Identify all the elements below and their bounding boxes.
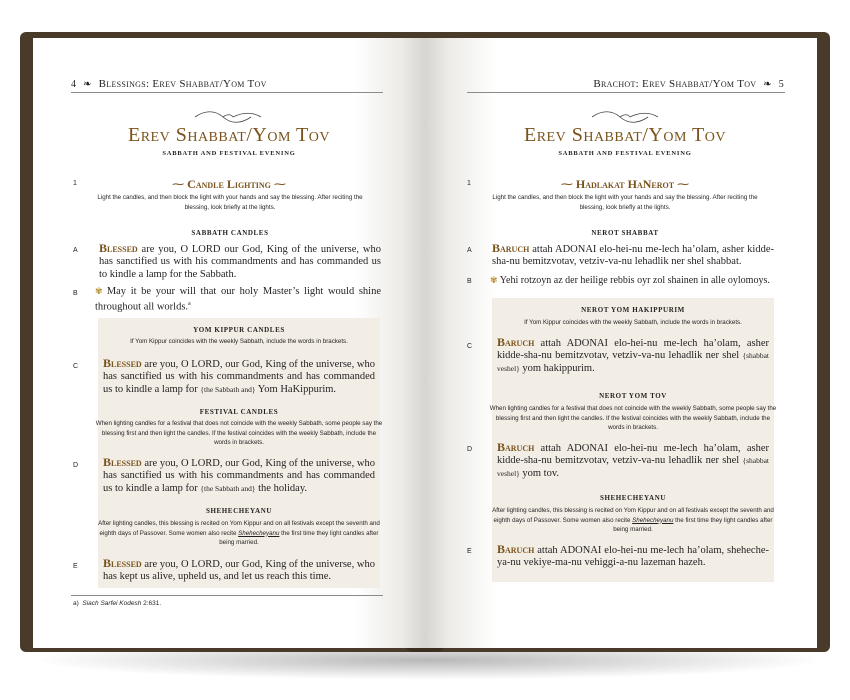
instr-text: the first time they light candles after being married. <box>219 529 379 546</box>
paragraph-label: B <box>73 290 78 297</box>
bracket-text: {the Sabbath and} <box>200 483 256 493</box>
blessing-lead: Baruch <box>497 335 535 349</box>
paragraph-label: C <box>73 363 79 370</box>
right-page-title: Erev Shabbat/Yom Tov <box>524 124 726 146</box>
blessing-text: yom tov. <box>519 467 560 479</box>
blessing-paragraph <box>492 242 774 269</box>
section-instructions: Light the candles, and then block the light with your hands and say the blessing. After reciting the blessing, look briefly at the lights. <box>97 194 363 211</box>
section-instructions: Light the candles, and then block the light with your hands and say the blessing. After reciting the blessing, look briefly at the lights. <box>492 194 758 211</box>
right-running-head <box>593 78 784 90</box>
shehecheyanu-heading: SHEHECHEYANU <box>205 507 273 515</box>
left-header-rule <box>71 92 383 93</box>
section-number: 1 <box>73 180 77 187</box>
right-page <box>425 38 817 648</box>
paragraph-label: A <box>73 247 78 254</box>
left-page-subtitle: SABBATH AND FESTIVAL EVENING <box>162 150 296 157</box>
bracket-text: {the Sabbath and} <box>200 384 256 394</box>
instr-text: After lighting candles, this blessing is recited on Yom Kippur and on all festivals except the seventh and eighth days of Passover. Some women also recite <box>492 507 774 524</box>
right-page-number: 5 <box>778 79 784 90</box>
footnote-rule <box>71 595 383 596</box>
blessing-lead: Baruch <box>497 440 535 454</box>
bracket-text: {shabbat veshel} <box>497 456 769 478</box>
blessing-text: attah ADONAI elo-hei-nu me-lech ha’olam, asher kidde-sha-nu bemitzvotav, vetziv-va-nu lehadlik ner shel <box>497 443 769 467</box>
blessing-text: are you, O LORD, our God, King of the universe, who has kept us alive, upheld us, and let us reach this time. <box>103 559 375 583</box>
right-running-title: Brachot: Erev Shabbat/Yom Tov <box>593 78 757 90</box>
shehecheyanu-instructions <box>488 506 778 535</box>
tilde-ornament-icon: ⁓ <box>172 177 188 191</box>
left-page-title: Erev Shabbat/Yom Tov <box>128 124 330 146</box>
sabbath-candles-heading: SABBATH CANDLES <box>191 229 269 237</box>
blessing-text: attah ADONAI elo-hei-nu me-lech ha’olam, asher kidde-sha-nu bemitzvotav, vetziv-va-nu lehadlik ner shel <box>497 338 769 362</box>
blessing-text: Yom HaKippurim. <box>255 383 337 395</box>
yom-kippur-instructions: If Yom Kippur coincides with the weekly Sabbath, include the words in brackets. <box>130 338 348 345</box>
footnote-title: Siach Sarfei Kodesh <box>82 600 142 607</box>
section-title-text: Candle Lighting <box>187 177 271 191</box>
leaf-ornament-icon: ❧ <box>83 79 92 90</box>
blessing-text: are you, O LORD, our God, King of the universe, who has sanctified us with his commandments and has commanded us to kindle a lamp for <box>103 458 375 494</box>
leaf-ornament-icon: ❧ <box>763 79 772 90</box>
left-page-number: 4 <box>71 79 77 90</box>
yom-kippur-heading: YOM KIPPUR CANDLES <box>193 326 285 334</box>
flower-icon: ✾ <box>95 286 107 296</box>
paragraph-label: D <box>73 462 79 469</box>
footnote-marker: a <box>188 301 191 308</box>
nerot-yom-hakippurim-heading: NEROT YOM HAKIPPURIM <box>581 306 685 314</box>
blessing-text: yom hakippurim. <box>519 362 595 374</box>
flourish-ornament-icon <box>590 110 660 124</box>
nerot-shabbat-heading: NEROT SHABBAT <box>591 229 659 237</box>
blessing-paragraph <box>497 336 769 375</box>
bracket-text: {shabbat veshel} <box>497 351 769 373</box>
left-page <box>33 38 425 648</box>
section-title-text: Hadlakat HaNerot <box>575 177 675 191</box>
paragraph-label: B <box>467 278 472 285</box>
blessing-text: attah ADONAI elo-hei-nu me-lech ha’olam, sheheche-ya-nu vekiye-ma-nu vehiggi-a-nu lazeman hazeh. <box>497 545 769 569</box>
instr-text: the first time they light candles after being married. <box>613 516 773 533</box>
blessing-paragraph <box>99 242 381 281</box>
right-page-subtitle: SABBATH AND FESTIVAL EVENING <box>558 150 692 157</box>
festival-candles-heading: FESTIVAL CANDLES <box>199 408 279 416</box>
shehecheyanu-heading: SHEHECHEYANU <box>599 494 667 502</box>
paragraph-label: A <box>467 247 472 254</box>
blessing-text: attah ADONAI elo-hei-nu me-lech ha’olam, asher kidde-sha-nu bemitzvotav, vetziv-va-nu lehadlik ner shel shabbat. <box>492 244 774 268</box>
instr-emphasis: Shehecheyanu <box>632 516 674 524</box>
blessing-lead: Baruch <box>492 241 530 255</box>
prayer-text: Yehi rotzoyn az der heilige rebbis oyr zol shainen in alle oylomoys. <box>499 275 770 286</box>
yom-kippur-instructions: If Yom Kippur coincides with the weekly Sabbath, include the words in brackets. <box>524 319 742 326</box>
blessing-lead: Baruch <box>497 542 535 556</box>
blessing-lead: Blessed <box>103 556 142 570</box>
blessing-paragraph <box>103 456 375 495</box>
right-header-rule <box>467 92 785 93</box>
blessing-paragraph <box>497 543 769 570</box>
left-running-title: Blessings: Erev Shabbat/Yom Tov <box>98 78 267 90</box>
blessing-paragraph <box>497 441 769 480</box>
prayer-paragraph <box>490 274 780 287</box>
flourish-ornament-icon <box>193 110 263 124</box>
footnote-label: a) <box>73 600 79 607</box>
section-number: 1 <box>467 180 471 187</box>
footnote <box>73 600 161 607</box>
blessing-text: are you, O LORD our God, King of the universe, who has sanctified us with his commandments and has commanded us to kindle a lamp for the Sabbath. <box>99 244 381 280</box>
footnote-ref: 2:631. <box>141 600 162 607</box>
blessing-paragraph <box>103 557 375 584</box>
instr-emphasis: Shehecheyanu <box>238 529 280 537</box>
yom-tov-instructions: When lighting candles for a festival that does not coincide with the weekly Sabbath, some people say the blessing first and then light the candles. If the festival coincides with the weekly Sabbath, include the words in brackets. <box>489 405 777 431</box>
flower-icon: ✾ <box>490 275 500 285</box>
tilde-ornament-icon: ⁓ <box>560 177 576 191</box>
left-running-head <box>71 78 267 90</box>
prayer-paragraph <box>95 285 381 314</box>
blessing-lead: Blessed <box>103 455 142 469</box>
paragraph-label: D <box>467 446 473 453</box>
blessing-text: are you, O LORD, our God, King of the universe, who has sanctified us with his commandments and has commanded us to kindle a lamp for <box>103 359 375 395</box>
section-title <box>495 177 755 192</box>
blessing-text: the holiday. <box>255 482 308 494</box>
paragraph-label: E <box>467 548 472 555</box>
section-title <box>99 177 359 192</box>
nerot-yom-tov-heading: NEROT YOM TOV <box>599 392 667 400</box>
tilde-ornament-icon: ⁓ <box>270 177 286 191</box>
paragraph-label: E <box>73 563 78 570</box>
prayer-text: May it be your will that our holy Master’s light would shine throughout all worlds. <box>95 286 381 313</box>
blessing-lead: Blessed <box>99 241 138 255</box>
instr-text: After lighting candles, this blessing is recited on Yom Kippur and on all festivals except the seventh and eighth days of Passover. Some women also recite <box>98 520 380 537</box>
tilde-ornament-icon: ⁓ <box>674 177 690 191</box>
paragraph-label: C <box>467 343 473 350</box>
shehecheyanu-instructions <box>94 519 384 548</box>
blessing-lead: Blessed <box>103 356 142 370</box>
blessing-paragraph <box>103 357 375 396</box>
festival-instructions: When lighting candles for a festival that does not coincide with the weekly Sabbath, some people say the blessing first and then light the candles. If the festival coincides with the weekly Sabbath, include the words in brackets. <box>95 420 383 446</box>
